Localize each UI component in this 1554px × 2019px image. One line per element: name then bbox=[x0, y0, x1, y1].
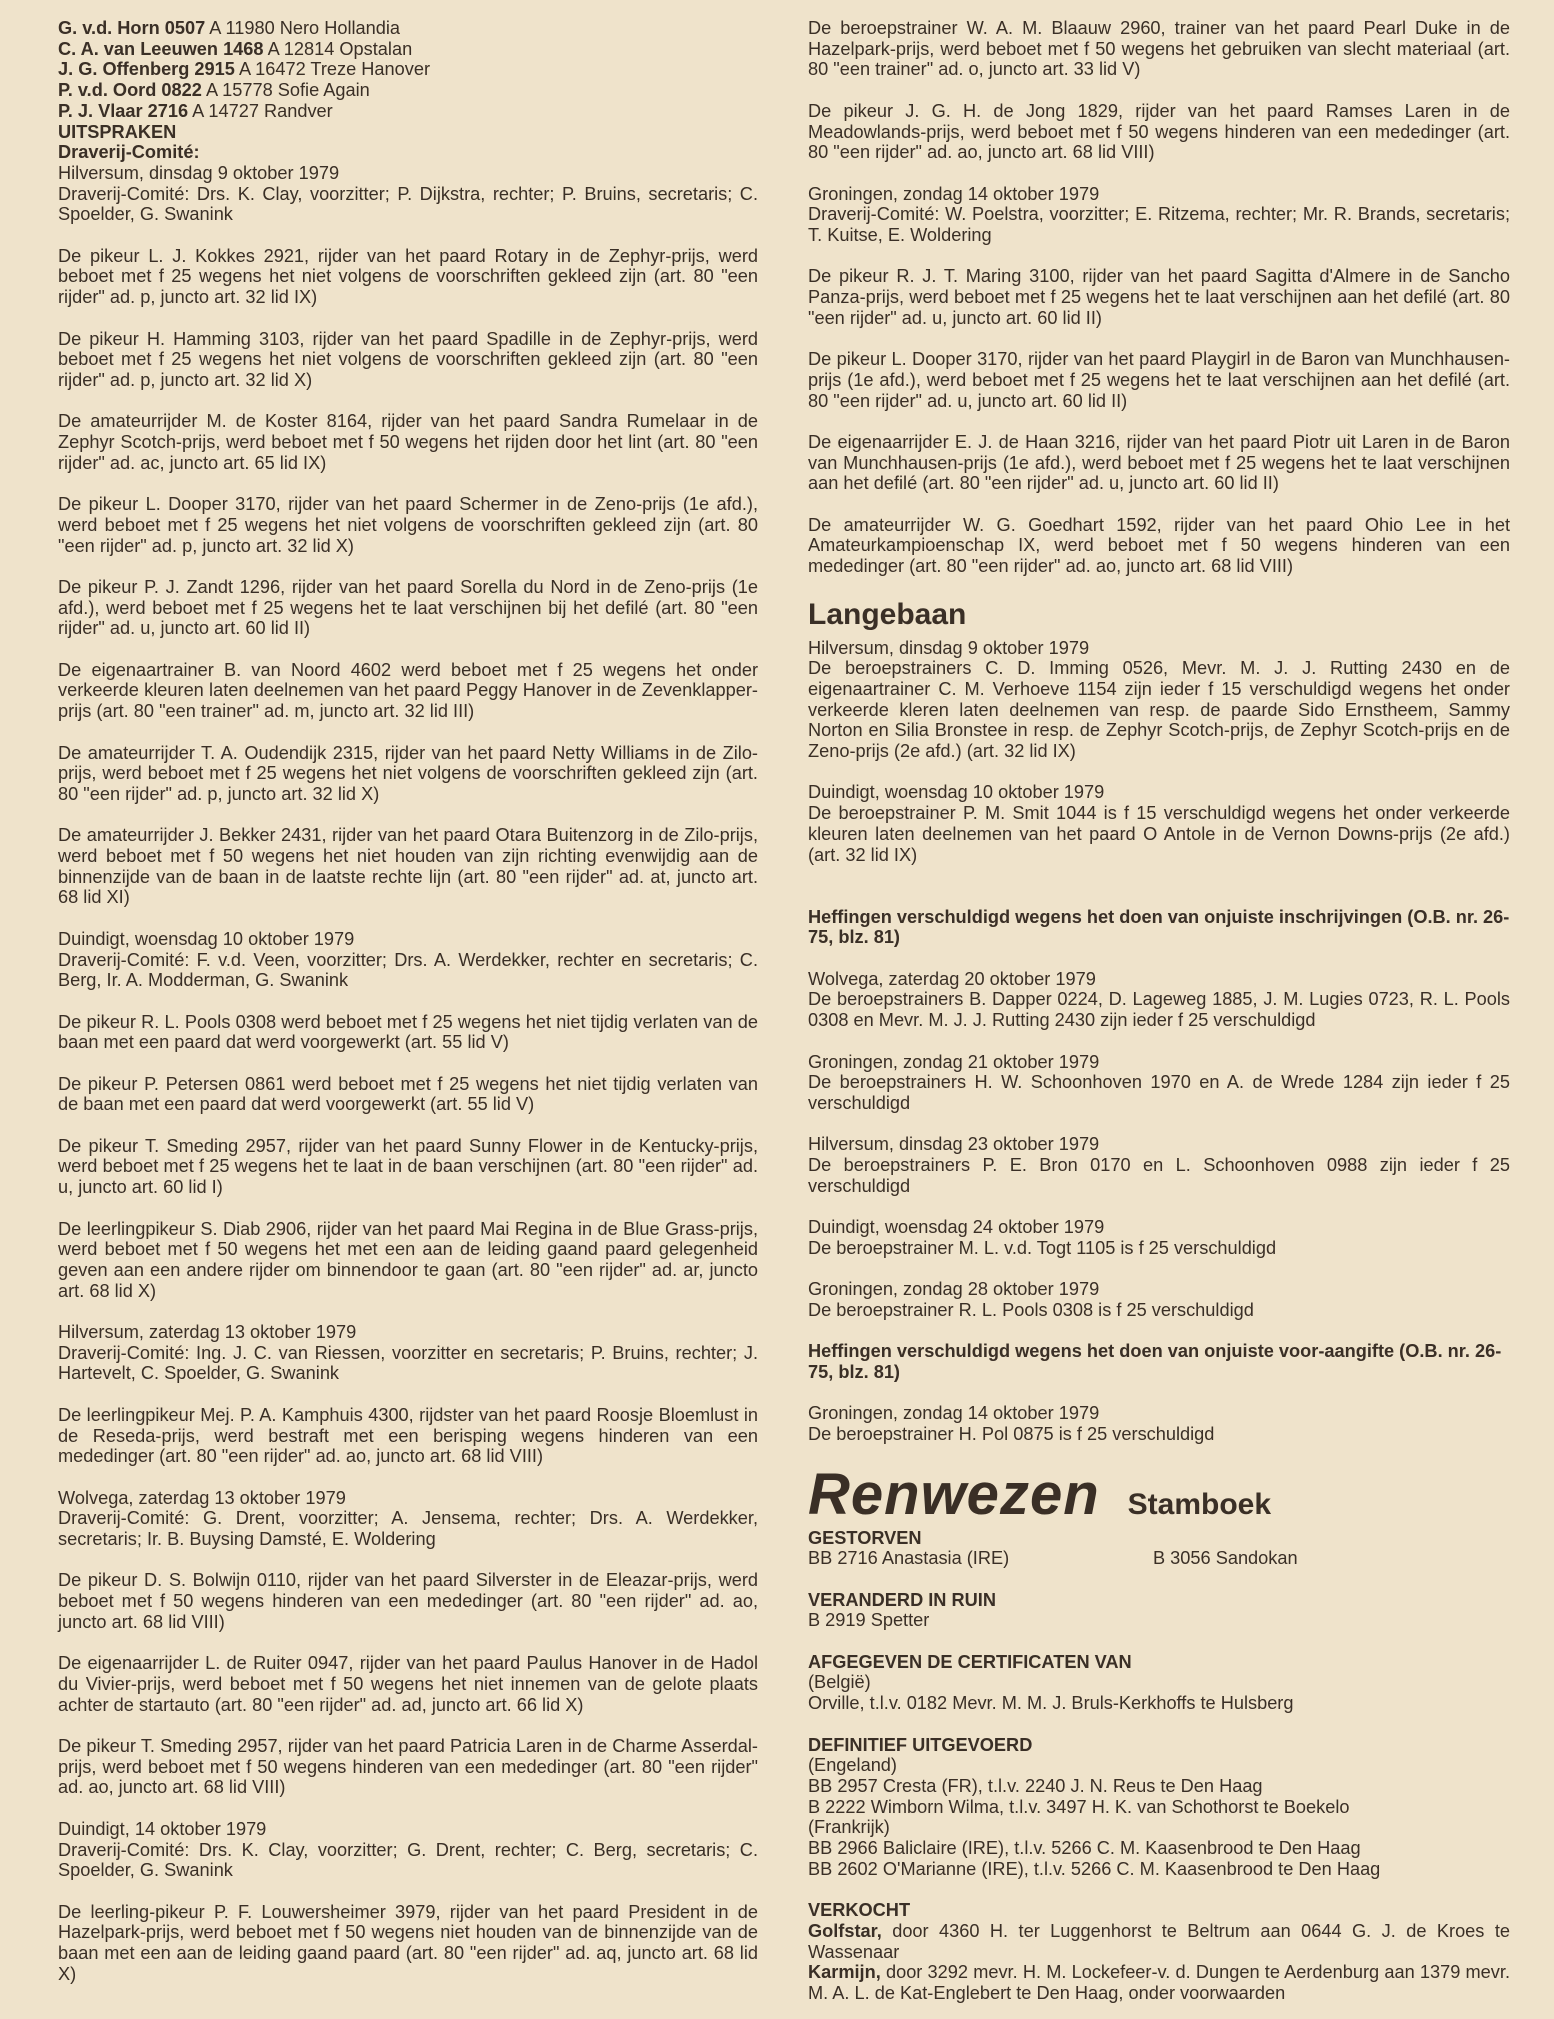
paragraph-line: De beroepstrainer M. L. v.d. Togt 1105 is f 25 verschuldigd bbox=[808, 1237, 1277, 1258]
paragraph-line: De pikeur R. J. T. Maring 3100, rijder van het paard Sagitta d'Almere in de Sancho Panza-prijs, werd beboet met f 25 wegens het te laat verschijnen aan het defilé (art. 80 "een rijder" ad. u, juncto art. 60 lid II) bbox=[808, 266, 1510, 328]
paragraph bbox=[58, 577, 758, 639]
langebaan-paragraphs bbox=[808, 638, 1510, 866]
list-line: (Engeland) bbox=[808, 1755, 897, 1776]
paragraph-line: De pikeur J. G. H. de Jong 1829, rijder van het paard Ramses Laren in de Meadowlands-prijs, werd beboet met f 50 wegens hinderen van een mededinger (art. 80 "een rijder" ad. ao, juncto art. 68 lid VIII) bbox=[808, 100, 1510, 163]
heffingen-inschrijvingen-paragraphs bbox=[808, 969, 1510, 1321]
verkocht-title: VERKOCHT bbox=[808, 1900, 911, 1921]
paragraph-line: Draverij-Comité: F. v.d. Veen, voorzitter; Drs. A. Werdekker, rechter en secretaris; C. Berg, Ir. A. Modderman, G. Swanink bbox=[58, 949, 758, 991]
paragraph-line: De leerlingpikeur Mej. P. A. Kamphuis 4300, rijdster van het paard Roosje Bloemlust in de Reseda-prijs, werd bestraft met een berisping wegens hinderen van een mededinger (art. 80 "een rijder" ad. ao, juncto art. 68 lid VIII) bbox=[58, 1404, 758, 1467]
paragraph bbox=[58, 660, 758, 722]
paragraph-line: Draverij-Comité: Drs. K. Clay, voorzitter; P. Dijkstra, rechter; P. Bruins, secretaris; C. Spoelder, G. Swanink bbox=[58, 183, 758, 225]
paragraph-line: Hilversum, dinsdag 9 oktober 1979 bbox=[808, 637, 1090, 658]
registration-row bbox=[58, 18, 758, 39]
left-paragraphs bbox=[58, 163, 758, 1985]
paragraph-line: Hilversum, dinsdag 9 oktober 1979 bbox=[58, 162, 340, 183]
paragraph-line: Duindigt, 14 oktober 1979 bbox=[58, 1818, 267, 1839]
paragraph-line: Draverij-Comité: G. Drent, voorzitter; A. Jensema, rechter; Drs. A. Werdekker, secretaris; Ir. B. Buysing Damsté, E. Woldering bbox=[58, 1508, 758, 1550]
paragraph-line: De pikeur R. L. Pools 0308 werd beboet met f 25 wegens het niet tijdig verlaten van de baan met een paard dat werd voorgewerkt (art. 55 lid V) bbox=[58, 1011, 758, 1053]
paragraph-line: De pikeur P. Petersen 0861 werd beboet met f 25 wegens het niet tijdig verlaten van de baan met een paard dat werd voorgewerkt (art. 55 lid V) bbox=[58, 1073, 758, 1115]
paragraph bbox=[808, 184, 1510, 246]
gestorven-title: GESTORVEN bbox=[808, 1527, 922, 1548]
paragraph bbox=[808, 349, 1510, 411]
paragraph bbox=[58, 163, 758, 225]
paragraph bbox=[808, 1217, 1510, 1258]
definitief-lines bbox=[808, 1755, 1510, 1879]
registration-detail: A 14727 Randver bbox=[188, 100, 333, 121]
paragraph bbox=[58, 1405, 758, 1467]
verkocht-item bbox=[808, 1921, 1510, 1962]
paragraph bbox=[808, 432, 1510, 494]
gestorven-left: BB 2716 Anastasia (IRE) bbox=[808, 1548, 1010, 1569]
paragraph-line: De eigenaarrijder E. J. de Haan 3216, rijder van het paard Piotr uit Laren in de Baron van Munchhausen-prijs (1e afd.), werd beboet met f 25 wegens het te laat verschijnen aan het defilé (art. 80 "een rijder" ad. u, juncto art. 60 lid II) bbox=[808, 431, 1510, 494]
paragraph bbox=[808, 18, 1510, 80]
paragraph bbox=[58, 825, 758, 908]
paragraph-line: De amateurrijder M. de Koster 8164, rijder van het paard Sandra Rumelaar in de Zephyr Scotch-prijs, werd beboet met f 50 wegens het rijden door het lint (art. 80 "een rijder" ad. ac, juncto art. 65 lid IX) bbox=[58, 411, 758, 473]
paragraph-line: De beroepstrainer H. Pol 0875 is f 25 verschuldigd bbox=[808, 1424, 1215, 1445]
registration-name: J. G. Offenberg 2915 bbox=[58, 59, 235, 80]
heffingen-voor-aangifte-paragraphs bbox=[808, 1403, 1510, 1444]
registration-name: G. v.d. Horn 0507 bbox=[58, 18, 206, 38]
paragraph-line: De beroepstrainers P. E. Bron 0170 en L. Schoonhoven 0988 zijn ieder f 25 verschuldigd bbox=[808, 1155, 1510, 1196]
list-line: Orville, t.l.v. 0182 Mevr. M. M. J. Bruls-Kerkhoffs te Hulsberg bbox=[808, 1693, 1294, 1714]
renwezen-header bbox=[808, 1461, 1510, 1527]
paragraph-line: Draverij-Comité: W. Poelstra, voorzitter; E. Ritzema, rechter; Mr. R. Brands, secretaris; T. Kuitse, E. Woldering bbox=[808, 204, 1510, 245]
paragraph bbox=[58, 246, 758, 308]
verkocht-detail: door 4360 H. ter Luggenhorst te Beltrum aan 0644 G. J. de Kroes te Wassenaar bbox=[808, 1920, 1510, 1962]
registrations-list bbox=[58, 18, 758, 122]
paragraph-line: Draverij-Comité: Drs. K. Clay, voorzitter; G. Drent, rechter; C. Berg, secretaris; C. Spoelder, G. Swanink bbox=[58, 1839, 758, 1881]
registration-name: P. v.d. Oord 0822 bbox=[58, 80, 202, 101]
registration-row bbox=[58, 101, 758, 122]
paragraph bbox=[58, 1653, 758, 1715]
paragraph-line: Draverij-Comité: Ing. J. C. van Riessen, voorzitter en secretaris; P. Bruins, rechter; J. Hartevelt, C. Spoelder, G. Swanink bbox=[58, 1342, 758, 1384]
paragraph-line: De beroepstrainers B. Dapper 0224, D. Lageweg 1885, J. M. Lugies 0723, R. L. Pools 0308 en Mevr. M. J. J. Rutting 2430 zijn ieder f 25 verschuldigd bbox=[808, 989, 1510, 1031]
paragraph bbox=[58, 1136, 758, 1198]
paragraph-line: De pikeur P. J. Zandt 1296, rijder van het paard Sorella du Nord in de Zeno-prijs (1e afd.), werd beboet met f 25 wegens het te laat verschijnen bij het defilé (art. 80 "een rijder" ad. u, juncto art. 60 lid II) bbox=[58, 576, 758, 639]
paragraph bbox=[808, 101, 1510, 163]
paragraph-line: De pikeur L. Dooper 3170, rijder van het paard Playgirl in de Baron van Munchhausen-prijs (1e afd.), werd beboet met f 25 wegens het te laat verschijnen aan het defilé (art. 80 "een rijder" ad. u, juncto art. 60 lid II) bbox=[808, 349, 1510, 411]
langebaan-title: Langebaan bbox=[808, 597, 967, 631]
gestorven-row bbox=[808, 1548, 1510, 1569]
verkocht-horse: Karmijn, bbox=[808, 1962, 881, 1983]
paragraph-line: De leerlingpikeur S. Diab 2906, rijder van het paard Mai Regina in de Blue Grass-prijs, werd beboet met f 50 wegens het met een aan de leiding gaand paard gelegenheid geven aan een andere rijder om binnendoor te gaan (art. 80 "een rijder" ad. ar, juncto art. 68 lid X) bbox=[58, 1218, 758, 1301]
draverij-comite-heading: Draverij-Comité: bbox=[58, 142, 200, 163]
paragraph bbox=[58, 329, 758, 391]
paragraph-line: Duindigt, woensdag 24 oktober 1979 bbox=[808, 1217, 1105, 1238]
registration-detail: A 12814 Opstalan bbox=[263, 38, 413, 59]
paragraph bbox=[58, 1074, 758, 1115]
registration-row bbox=[58, 59, 758, 80]
registration-name: C. A. van Leeuwen 1468 bbox=[58, 38, 264, 59]
paragraph bbox=[808, 515, 1510, 577]
heffingen-voor-aangifte-title: Heffingen verschuldigd wegens het doen van onjuiste voor-aangifte (O.B. nr. 26-75, blz. 81) bbox=[808, 1341, 1502, 1383]
list-line: B 2222 Wimborn Wilma, t.l.v. 3497 H. K. van Schothorst te Boekelo bbox=[808, 1796, 1350, 1817]
heffingen-inschrijvingen-title: Heffingen verschuldigd wegens het doen van onjuiste inschrijvingen (O.B. nr. 26-75, blz. 81) bbox=[808, 906, 1510, 948]
paragraph bbox=[58, 929, 758, 991]
paragraph-line: Groningen, zondag 21 oktober 1979 bbox=[808, 1051, 1100, 1072]
paragraph bbox=[808, 1403, 1510, 1444]
paragraph-line: Hilversum, zaterdag 13 oktober 1979 bbox=[58, 1322, 357, 1343]
right-column bbox=[808, 18, 1510, 2004]
paragraph-line: De eigenaarrijder L. de Ruiter 0947, rijder van het paard Paulus Hanover in de Hadol du Vivier-prijs, werd beboet met f 50 wegens het niet innemen van de gelote plaats achter de startauto (art. 80 "een rijder" ad. ad, juncto art. 66 lid X) bbox=[58, 1653, 758, 1715]
paragraph-line: Groningen, zondag 28 oktober 1979 bbox=[808, 1279, 1100, 1300]
paragraph-line: Duindigt, woensdag 10 oktober 1979 bbox=[808, 782, 1105, 803]
paragraph-line: De amateurrijder T. A. Oudendijk 2315, rijder van het paard Netty Williams in de Zilo-prijs, werd beboet met f 25 wegens het niet volgens de voorschriften gekleed zijn (art. 80 "een rijder" ad. p, juncto art. 32 lid X) bbox=[58, 742, 758, 804]
veranderd-line: B 2919 Spetter bbox=[808, 1610, 930, 1631]
registration-name: P. J. Vlaar 2716 bbox=[58, 100, 189, 121]
definitief-title: DEFINITIEF UITGEVOERD bbox=[808, 1734, 1033, 1755]
paragraph-line: De eigenaartrainer B. van Noord 4602 werd beboet met f 25 wegens het onder verkeerde kleuren laten deelnemen van het paard Peggy Hanover in de Zevenklapper-prijs (art. 80 "een trainer" ad. m, juncto art. 32 lid III) bbox=[58, 659, 758, 722]
paragraph-line: Duindigt, woensdag 10 oktober 1979 bbox=[58, 928, 355, 949]
paragraph-line: De pikeur D. S. Bolwijn 0110, rijder van het paard Silverster in de Eleazar-prijs, werd beboet met f 50 wegens hinderen van een mededinger (art. 80 "een rijder" ad. ao, juncto art. 68 lid VIII) bbox=[58, 1570, 758, 1632]
verkocht-item bbox=[808, 1962, 1510, 2003]
paragraph-line: Wolvega, zaterdag 20 oktober 1979 bbox=[808, 968, 1096, 989]
paragraph bbox=[808, 1052, 1510, 1114]
paragraph bbox=[808, 1279, 1510, 1320]
paragraph bbox=[58, 1488, 758, 1550]
afgegeven-title: AFGEGEVEN DE CERTIFICATEN VAN bbox=[808, 1651, 1132, 1672]
paragraph-line: De amateurrijder J. Bekker 2431, rijder van het paard Otara Buitenzorg in de Zilo-prijs, werd beboet met f 50 wegens het niet houden van zijn richting evenwijdig aan de binnenzijde van de baan in de laatste rechte lijn (art. 80 "een rijder" ad. at, juncto art. 68 lid XI) bbox=[58, 825, 758, 908]
paragraph bbox=[808, 266, 1510, 328]
paragraph bbox=[58, 1012, 758, 1053]
paragraph-line: De pikeur T. Smeding 2957, rijder van het paard Patricia Laren in de Charme Asserdal-prijs, werd beboet met f 50 wegens hinderen van een mededinger (art. 80 "een rijder" ad. ao, juncto art. 68 lid VIII) bbox=[58, 1736, 758, 1798]
registration-detail: A 11980 Nero Hollandia bbox=[205, 18, 401, 38]
list-line: (België) bbox=[808, 1672, 871, 1693]
registration-row bbox=[58, 80, 758, 101]
paragraph bbox=[58, 411, 758, 473]
paragraph bbox=[58, 743, 758, 805]
paragraph-line: De beroepstrainer P. M. Smit 1044 is f 15 verschuldigd wegens het onder verkeerde kleuren laten deelnemen van het paard O Antole in de Vernon Downs-prijs (2e afd.) (art. 32 lid IX) bbox=[808, 803, 1510, 865]
right-top-paragraphs bbox=[808, 18, 1510, 577]
paragraph-line: De beroepstrainers H. W. Schoonhoven 1970 en A. de Wrede 1284 zijn ieder f 25 verschuldigd bbox=[808, 1072, 1510, 1113]
renwezen-title: Renwezen bbox=[808, 1461, 1100, 1527]
paragraph-line: De beroepstrainer W. A. M. Blaauw 2960, trainer van het paard Pearl Duke in de Hazelpark-prijs, werd beboet met f 50 wegens het gebruiken van slecht materiaal (art. 80 "een trainer" ad. o, juncto art. 33 lid V) bbox=[808, 18, 1510, 80]
paragraph bbox=[58, 1736, 758, 1798]
paragraph-line: De pikeur T. Smeding 2957, rijder van het paard Sunny Flower in de Kentucky-prijs, werd beboet met f 25 wegens het te laat in de baan verschijnen (art. 80 "een rijder" ad. u, juncto art. 60 lid I) bbox=[58, 1135, 758, 1198]
paragraph bbox=[58, 1219, 758, 1302]
paragraph-line: De beroepstrainer R. L. Pools 0308 is f 25 verschuldigd bbox=[808, 1299, 1254, 1320]
registration-detail: A 16472 Treze Hanover bbox=[234, 59, 431, 80]
list-line: BB 2957 Cresta (FR), t.l.v. 2240 J. N. Reus te Den Haag bbox=[808, 1775, 1263, 1796]
paragraph bbox=[58, 494, 758, 556]
paragraph-line: Wolvega, zaterdag 13 oktober 1979 bbox=[58, 1487, 346, 1508]
paragraph-line: Hilversum, dinsdag 23 oktober 1979 bbox=[808, 1134, 1100, 1155]
stamboek-title: Stamboek bbox=[1127, 1487, 1272, 1521]
paragraph-line: De pikeur L. J. Kokkes 2921, rijder van het paard Rotary in de Zephyr-prijs, werd beboet met f 25 wegens het niet volgens de voorschriften gekleed zijn (art. 80 "een rijder" ad. p, juncto art. 32 lid IX) bbox=[58, 245, 758, 308]
list-line: (Frankrijk) bbox=[808, 1817, 890, 1838]
paragraph-line: De pikeur L. Dooper 3170, rijder van het paard Schermer in de Zeno-prijs (1e afd.), werd beboet met f 25 wegens het niet volgens de voorschriften gekleed zijn (art. 80 "een rijder" ad. p, juncto art. 32 lid X) bbox=[58, 494, 758, 556]
left-column bbox=[58, 18, 758, 2005]
paragraph bbox=[58, 1819, 758, 1881]
paragraph-line: De beroepstrainers C. D. Imming 0526, Mevr. M. J. J. Rutting 2430 en de eigenaartrainer C. M. Verhoeve 1154 zijn ieder f 15 verschuldigd wegens het onder verkeerde kleren laten deelnemen van resp. de paarde Sido Ernstheem, Sammy Norton en Silia Bronstee in resp. de Zephyr Scotch-prijs, de Zephyr Scotch-prijs en de Zeno-prijs (2e afd.) (art. 32 lid IX) bbox=[808, 658, 1510, 762]
gestorven-right: B 3056 Sandokan bbox=[1153, 1548, 1298, 1569]
afgegeven-lines bbox=[808, 1672, 1510, 1713]
paragraph-line: Groningen, zondag 14 oktober 1979 bbox=[808, 183, 1100, 204]
paragraph bbox=[58, 1570, 758, 1632]
paragraph bbox=[808, 638, 1510, 762]
paragraph bbox=[58, 1322, 758, 1384]
paragraph-line: De leerling-pikeur P. F. Louwersheimer 3979, rijder van het paard President in de Hazelpark-prijs, werd beboet met f 50 wegens niet houden van de binnenzijde van de baan met een aan de leiding gaand paard (art. 80 "een rijder" ad. aq, juncto art. 68 lid X) bbox=[58, 1901, 758, 1984]
paragraph bbox=[58, 1902, 758, 1985]
list-line: BB 2602 O'Marianne (IRE), t.l.v. 5266 C. M. Kaasenbrood te Den Haag bbox=[808, 1858, 1381, 1879]
paragraph-line: De amateurrijder W. G. Goedhart 1592, rijder van het paard Ohio Lee in het Amateurkampioenschap IX, werd beboet met f 50 wegens hinderen van een mededinger (art. 80 "een rijder" ad. ao, juncto art. 68 lid VIII) bbox=[808, 514, 1510, 577]
verkocht-items bbox=[808, 1921, 1510, 2004]
registration-row bbox=[58, 39, 758, 60]
paragraph-line: Groningen, zondag 14 oktober 1979 bbox=[808, 1403, 1100, 1424]
paragraph bbox=[808, 1134, 1510, 1196]
list-line: BB 2966 Baliclaire (IRE), t.l.v. 5266 C. M. Kaasenbrood te Den Haag bbox=[808, 1838, 1361, 1859]
registration-detail: A 15778 Sofie Again bbox=[201, 80, 370, 101]
paragraph bbox=[808, 782, 1510, 865]
verkocht-detail: door 3292 mevr. H. M. Lockefeer-v. d. Dungen te Aerdenburg aan 1379 mevr. M. A. L. de Kat-Englebert te Den Haag, onder voorwaarden bbox=[808, 1962, 1510, 2003]
uitspraken-heading: UITSPRAKEN bbox=[58, 121, 177, 142]
paragraph-line: De pikeur H. Hamming 3103, rijder van het paard Spadille in de Zephyr-prijs, werd beboet met f 25 wegens het niet volgens de voorschriften gekleed zijn (art. 80 "een rijder" ad. p, juncto art. 32 lid X) bbox=[58, 328, 758, 390]
veranderd-title: VERANDERD IN RUIN bbox=[808, 1589, 996, 1610]
paragraph bbox=[808, 969, 1510, 1031]
verkocht-horse: Golfstar, bbox=[808, 1920, 882, 1941]
